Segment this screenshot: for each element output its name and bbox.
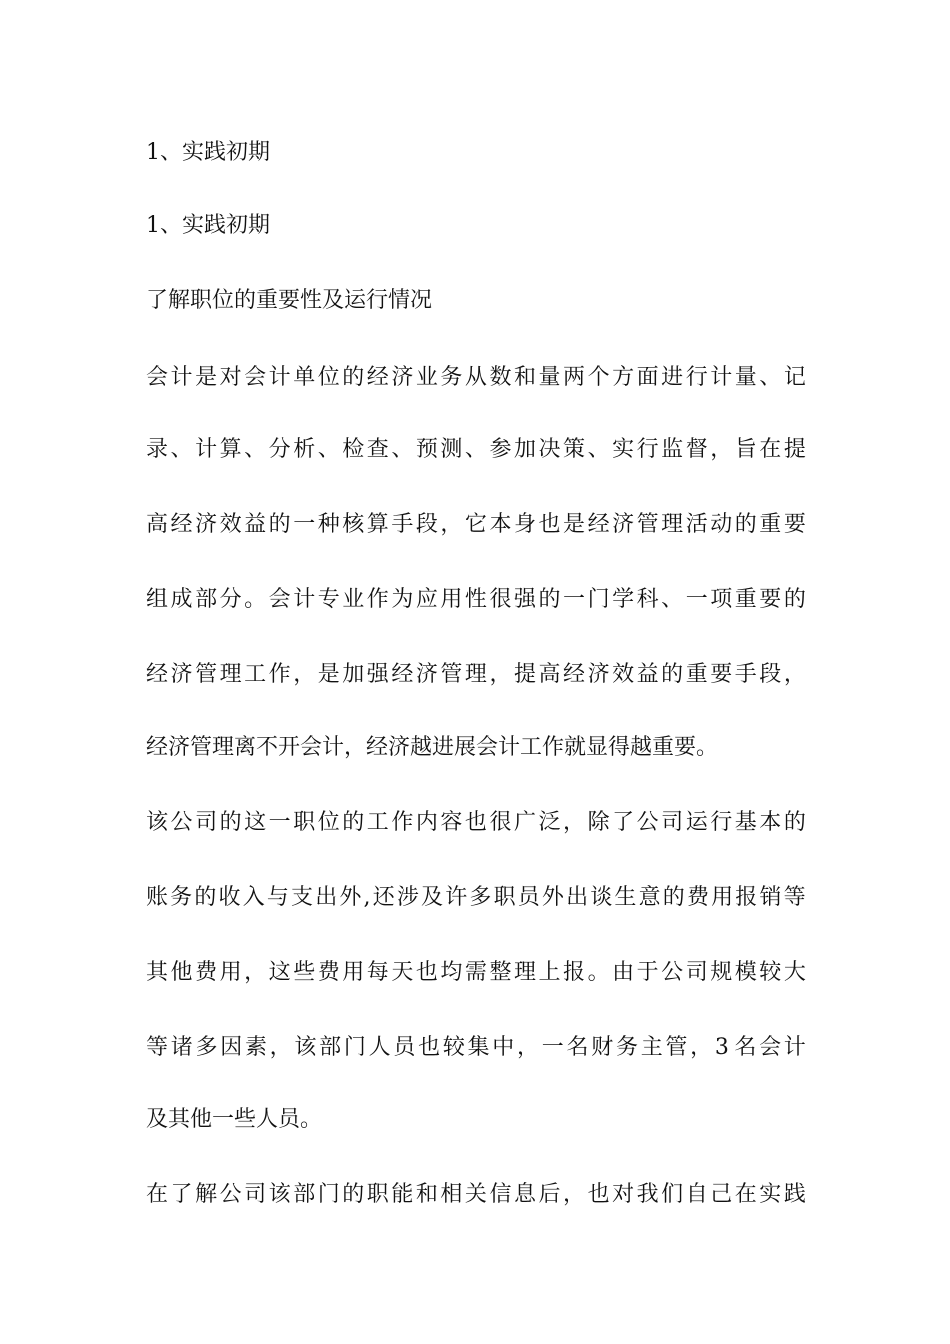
paragraph-1-line-last: 经济管理离不开会计，经济越进展会计工作就显得越重要。	[146, 735, 719, 760]
section-heading: 1、实践初期	[146, 140, 270, 165]
paragraph-1-line: 高 经 济 效 益 的 一 种 核 算 手 段 ， 它 本 身 也 是 经 济 管 理 活 动 的 重 要	[146, 512, 806, 537]
paragraph-1-line: 会 计 是 对 会 计 单 位 的 经 济 业 务 从 数 和 量 两 个 方 面 进 行 计 量 、 记	[146, 365, 806, 390]
paragraph-2-line: 等 诸 多 因 素 ， 该 部 门 人 员 也 较 集 中 ， 一 名 财 务 主 管 ， 3 名 会 计	[146, 1035, 806, 1060]
paragraph-2-line: 其 他 费 用 ， 这 些 费 用 每 天 也 均 需 整 理 上 报 。 由 于 公 司 规 模 较 大	[146, 960, 806, 985]
paragraph-1-line: 组 成 部 分 。 会 计 专 业 作 为 应 用 性 很 强 的 一 门 学 科 、 一 项 重 要 的	[146, 587, 806, 612]
paragraph-2-line: 该 公 司 的 这 一 职 位 的 工 作 内 容 也 很 广 泛 ， 除 了 公 司 运 行 基 本 的	[146, 810, 806, 835]
paragraph-3-line: 在 了 解 公 司 该 部 门 的 职 能 和 相 关 信 息 后 ， 也 对 我 们 自 己 在 实 践	[146, 1182, 806, 1207]
paragraph-1-line: 录 、 计 算 、 分 析 、 检 查 、 预 测 、 参 加 决 策 、 实 行 监 督 ， 旨 在 提	[146, 437, 806, 462]
paragraph-1-line: 经 济 管 理 工 作 ， 是 加 强 经 济 管 理 ， 提 高 经 济 效 益 的 重 要 手 段 ，	[146, 662, 806, 687]
subheading: 了解职位的重要性及运行情况	[146, 288, 433, 313]
section-heading-repeat: 1、实践初期	[146, 213, 270, 238]
paragraph-2-line-last: 及其他一些人员。	[146, 1107, 323, 1132]
paragraph-2-line: 账 务 的 收 入 与 支 出 外 , 还 涉 及 许 多 职 员 外 出 谈 生 意 的 费 用 报 销 等	[146, 885, 806, 910]
